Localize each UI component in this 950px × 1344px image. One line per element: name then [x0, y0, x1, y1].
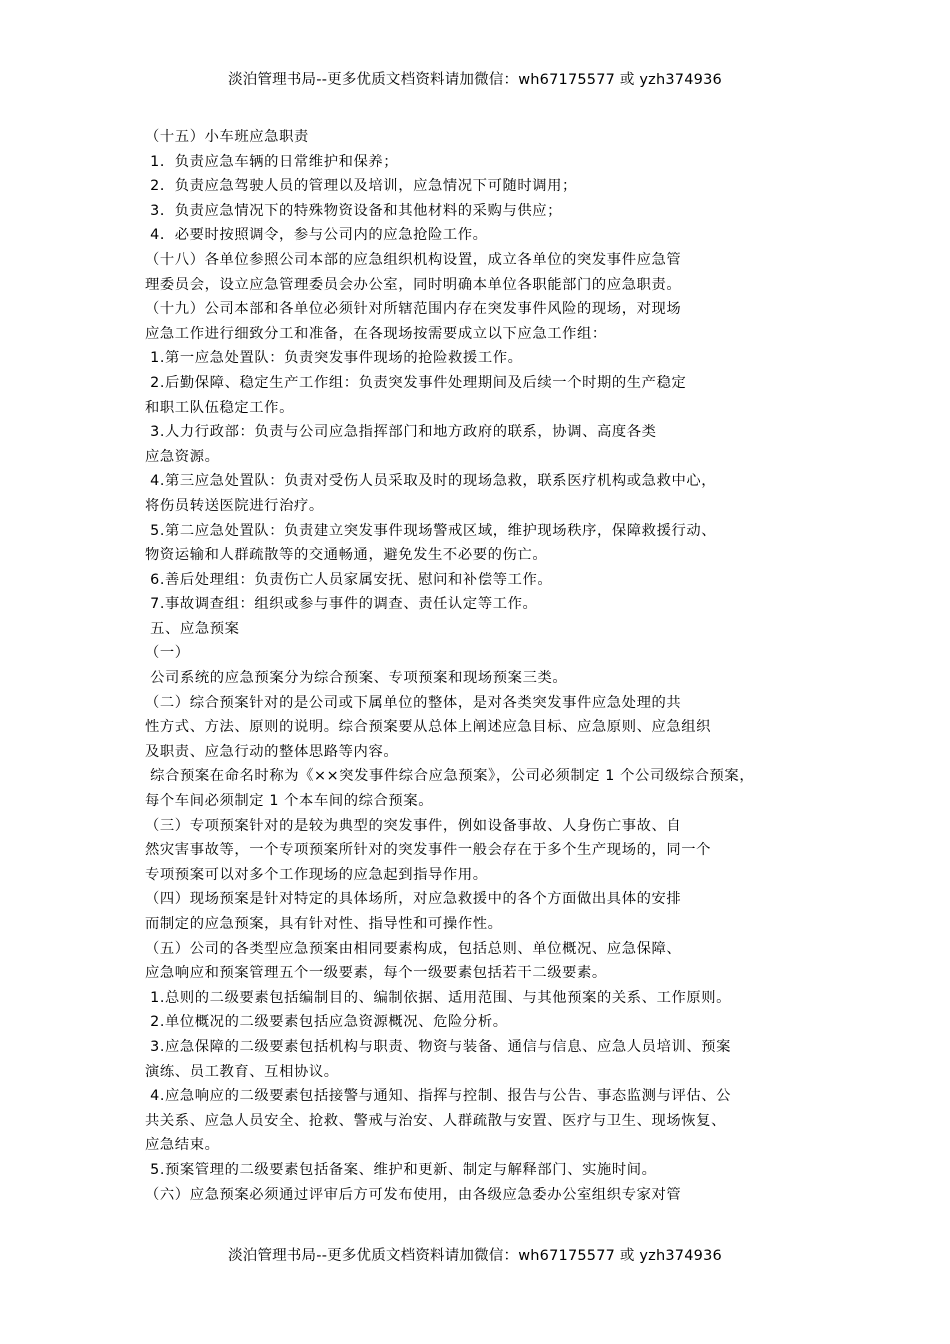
- text-line: 3.人力行政部：负责与公司应急指挥部门和地方政府的联系，协调、高度各类: [145, 424, 657, 441]
- text-line: 3．负责应急情况下的特殊物资设备和其他材料的采购与供应；: [145, 202, 563, 219]
- text-line: 应急工作进行细致分工和准备，在各现场按需要成立以下应急工作组：: [145, 325, 607, 342]
- document-body: [145, 125, 825, 1207]
- text-line: 1.总则的二级要素包括编制目的、编制依据、适用范围、与其他预案的关系、工作原则。: [145, 989, 732, 1006]
- text-line: 5.第二应急处置队：负责建立突发事件现场警戒区域，维护现场秩序，保障救援行动、: [145, 522, 717, 539]
- text-line: 公司系统的应急预案分为综合预案、专项预案和现场预案三类。: [145, 670, 568, 687]
- text-line: （五）公司的各类型应急预案由相同要素构成，包括总则、单位概况、应急保障、: [145, 940, 682, 957]
- text-line: 演练、员工教育、互相协议。: [145, 1063, 339, 1080]
- text-line: 五、应急预案: [145, 620, 240, 637]
- text-line: 6.善后处理组：负责伤亡人员家属安抚、慰问和补偿等工作。: [145, 571, 553, 588]
- text-line: 应急资源。: [145, 448, 220, 465]
- text-line: 及职责、应急行动的整体思路等内容。: [145, 743, 399, 760]
- text-line: （六）应急预案必须通过评审后方可发布使用，由各级应急委办公室组织专家对管: [145, 1186, 682, 1203]
- text-line: 1．负责应急车辆的日常维护和保养；: [145, 153, 399, 170]
- page-footer: 淡泊管理书局--更多优质文档资料请加微信：wh67175577 或 yzh374936: [228, 1248, 722, 1264]
- text-line: 每个车间必须制定 1 个本车间的综合预案。: [145, 793, 434, 810]
- text-line: 应急响应和预案管理五个一级要素，每个一级要素包括若干二级要素。: [145, 965, 607, 982]
- text-line: 应急结束。: [145, 1137, 220, 1154]
- text-line: 将伤员转送医院进行治疗。: [145, 497, 324, 514]
- text-line: 性方式、方法、原则的说明。综合预案要从总体上阐述应急目标、应急原则、应急组织: [145, 719, 712, 736]
- text-line: 4.第三应急处置队：负责对受伤人员采取及时的现场急救，联系医疗机构或急救中心，: [145, 473, 717, 490]
- text-line: 而制定的应急预案，具有针对性、指导性和可操作性。: [145, 916, 503, 932]
- text-line: 5.预案管理的二级要素包括备案、维护和更新、制定与解释部门、实施时间。: [145, 1161, 657, 1178]
- text-line: （二）综合预案针对的是公司或下属单位的整体，是对各类突发事件应急处理的共: [145, 694, 682, 711]
- page-header: 淡泊管理书局--更多优质文档资料请加微信：wh67175577 或 yzh374936: [228, 72, 722, 88]
- text-line: 4．必要时按照调令，参与公司内的应急抢险工作。: [145, 227, 488, 244]
- text-line: 理委员会，设立应急管理委员会办公室，同时明确本单位各职能部门的应急职责。: [145, 276, 682, 293]
- text-line: （一）: [145, 645, 190, 662]
- text-line: 2．负责应急驾驶人员的管理以及培训，应急情况下可随时调用；: [145, 178, 577, 195]
- text-line: （十五）小车班应急职责: [145, 129, 309, 145]
- text-line: （十九）公司本部和各单位必须针对所辖范围内存在突发事件风险的现场，对现场: [145, 301, 682, 318]
- text-line: 专项预案可以对多个工作现场的应急起到指导作用。: [145, 866, 488, 883]
- text-line: 然灾害事故等，一个专项预案所针对的突发事件一般会存在于多个生产现场的，同一个: [145, 842, 712, 859]
- text-line: 共关系、应急人员安全、抢救、警戒与治安、人群疏散与安置、医疗与卫生、现场恢复、: [145, 1112, 726, 1129]
- text-line: 2.单位概况的二级要素包括应急资源概况、危险分析。: [145, 1014, 508, 1031]
- text-line: 和职工队伍稳定工作。: [145, 399, 294, 416]
- text-line: （十八）各单位参照公司本部的应急组织机构设置，成立各单位的突发事件应急管: [145, 251, 682, 268]
- text-line: 物资运输和人群疏散等的交通畅通，避免发生不必要的伤亡。: [145, 547, 548, 564]
- text-line: （四）现场预案是针对特定的具体场所，对应急救援中的各个方面做出具体的安排: [145, 891, 682, 908]
- text-line: 1.第一应急处置队：负责突发事件现场的抢险救援工作。: [145, 350, 523, 367]
- text-line: 4.应急响应的二级要素包括接警与通知、指挥与控制、报告与公告、事态监测与评估、公: [145, 1088, 732, 1105]
- text-line: 2.后勤保障、稳定生产工作组：负责突发事件处理期间及后续一个时期的生产稳定: [145, 374, 687, 391]
- text-line: 3.应急保障的二级要素包括机构与职责、物资与装备、通信与信息、应急人员培训、预案: [145, 1038, 732, 1055]
- text-line: 综合预案在命名时称为《××突发事件综合应急预案》，公司必须制定 1 个公司级综合预案，: [145, 768, 755, 785]
- text-line: （三）专项预案针对的是较为典型的突发事件，例如设备事故、人身伤亡事故、自: [145, 817, 682, 834]
- text-line: 7.事故调查组：组织或参与事件的调查、责任认定等工作。: [145, 596, 538, 613]
